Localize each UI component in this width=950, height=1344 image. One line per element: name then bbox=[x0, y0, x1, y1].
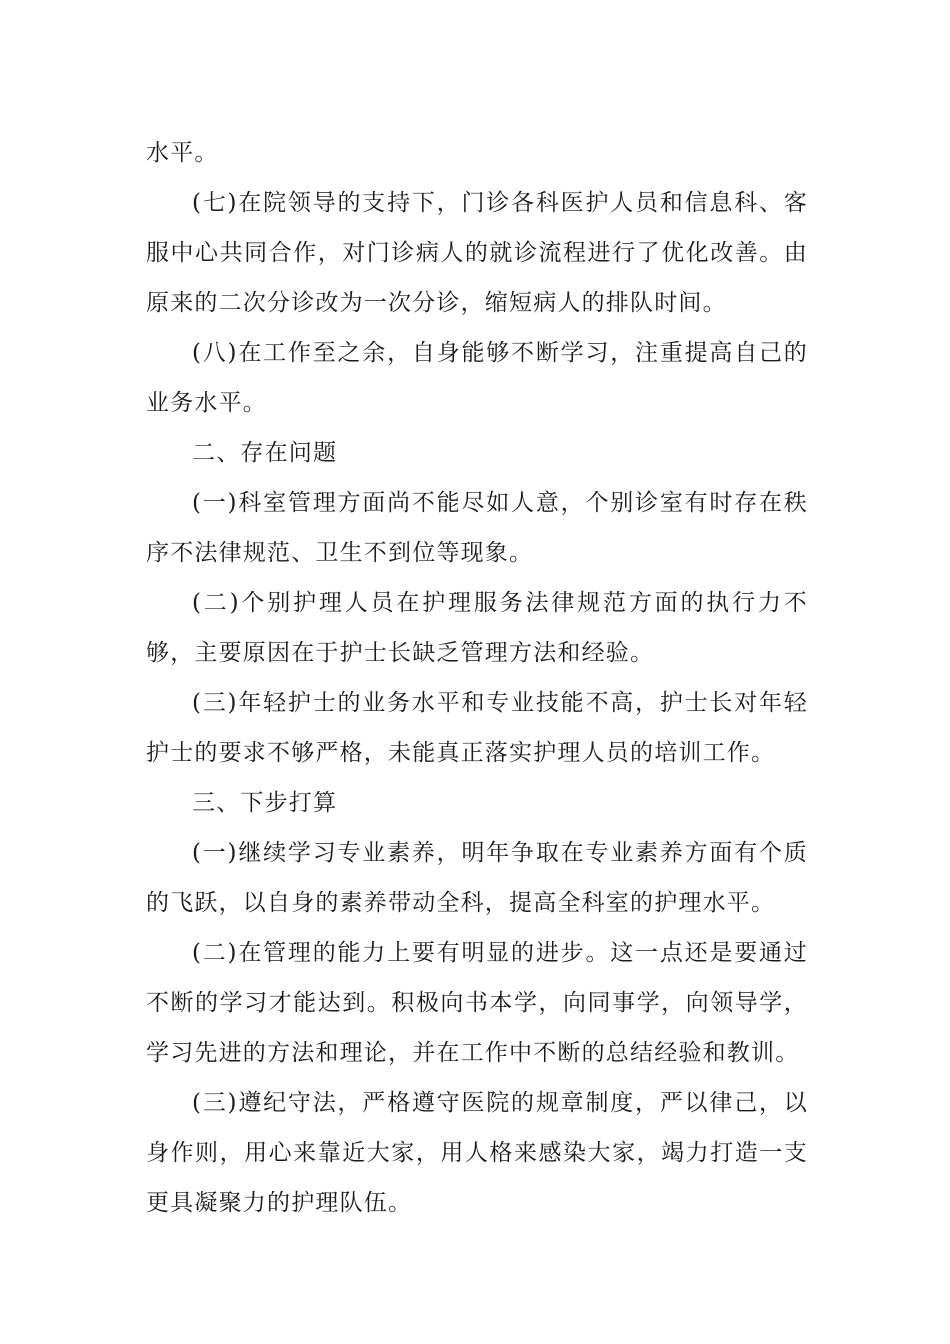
paragraph-item-8: (八)在工作至之余，自身能够不断学习，注重提高自己的业务水平。 bbox=[146, 340, 808, 416]
paragraph-problem-3: (三)年轻护士的业务水平和专业技能不高，护士长对年轻护士的要求不够严格，未能真正落实护理人员的培训工作。 bbox=[146, 690, 808, 766]
paragraph-problem-1: (一)科室管理方面尚不能尽如人意，个别诊室有时存在秩序不法律规范、卫生不到位等现象。 bbox=[146, 490, 808, 566]
paragraph-plan-2: (二)在管理的能力上要有明显的进步。这一点还是要通过不断的学习才能达到。积极向书本学，向同事学，向领导学，学习先进的方法和理论，并在工作中不断的总结经验和教训。 bbox=[146, 940, 808, 1066]
paragraph-item-7: (七)在院领导的支持下，门诊各科医护人员和信息科、客服中心共同合作，对门诊病人的就诊流程进行了优化改善。由原来的二次分诊改为一次分诊，缩短病人的排队时间。 bbox=[146, 190, 808, 316]
section-heading-problems: 二、存在问题 bbox=[192, 440, 338, 466]
paragraph-problem-2: (二)个别护理人员在护理服务法律规范方面的执行力不够，主要原因在于护士长缺乏管理方法和经验。 bbox=[146, 590, 808, 666]
paragraph-plan-1: (一)继续学习专业素养，明年争取在专业素养方面有个质的飞跃，以自身的素养带动全科，提高全科室的护理水平。 bbox=[146, 840, 808, 916]
section-heading-plans: 三、下步打算 bbox=[192, 790, 338, 816]
paragraph-plan-3: (三)遵纪守法，严格遵守医院的规章制度，严以律己，以身作则，用心来靠近大家，用人格来感染大家，竭力打造一支更具凝聚力的护理队伍。 bbox=[146, 1090, 808, 1216]
document-body bbox=[146, 128, 808, 1228]
paragraph-continuation: 水平。 bbox=[146, 140, 219, 166]
